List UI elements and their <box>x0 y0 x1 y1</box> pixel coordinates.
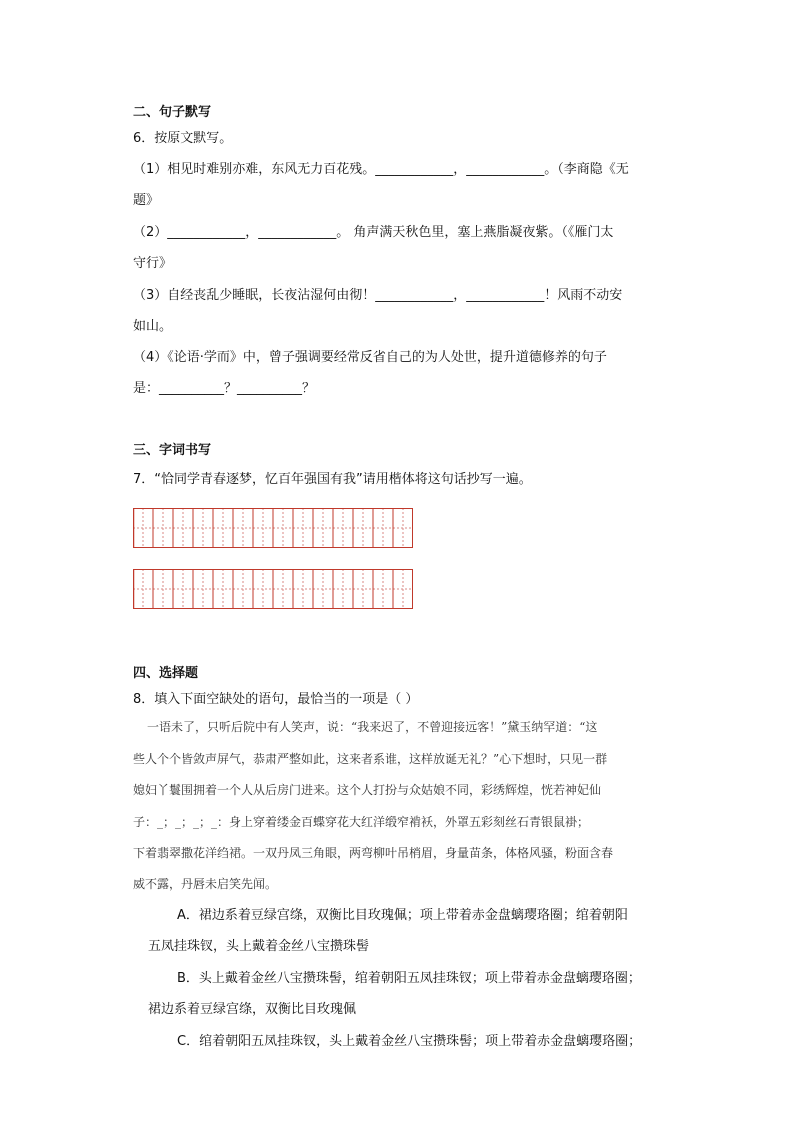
question-6-3-line1: （3）自经丧乱少睡眠，长夜沾湿何由彻！____________，____________！风雨不动安 <box>133 288 623 303</box>
question-6-4-line1: （4）《论语·学而》中，曾子强调要经常反省自己的为人处世，提升道德修养的句子 <box>133 350 607 365</box>
question-8-title: 8．填入下面空缺处的语句，最恰当的一项是（ ） <box>133 692 419 707</box>
question-6-1-line1: （1）相见时难别亦难，东风无力百花残。____________，____________。（李商隐《无 <box>133 162 629 177</box>
option-b-line2: 裙边系着豆绿宫绦，双衡比目玫瑰佩 <box>148 1002 357 1017</box>
question-6-title: 6．按原文默写。 <box>133 131 233 146</box>
passage-line: 威不露，丹唇未启笑先闻。 <box>133 877 278 891</box>
passage-line: 下着翡翠撒花洋绉裙。一双丹凤三角眼，两弯柳叶吊梢眉，身量苗条，体格风骚，粉面含春 <box>133 846 614 860</box>
option-c-line1: C．绾着朝阳五凤挂珠钗，头上戴着金丝八宝攒珠髻；项上带着赤金盘螭璎珞圈； <box>177 1034 642 1049</box>
question-6-3-line2: 如山。 <box>133 319 173 334</box>
passage-line: 一语未了，只听后院中有人笑声，说：“我来迟了，不曾迎接远客！”黛玉纳罕道：“这 <box>147 720 598 734</box>
question-6-4-line2: 是：__________？__________？ <box>133 381 316 396</box>
question-6-1-line2: 题》 <box>133 193 160 208</box>
section-heading-4: 四、选择题 <box>133 666 199 681</box>
tianzige-grid <box>133 569 413 609</box>
question-7-text: 7．“恰同学青春逐梦，忆百年强国有我”请用楷体将这句话抄写一遍。 <box>133 472 532 487</box>
reading-passage <box>133 718 661 898</box>
question-6-2-line1: （2）____________，____________。 角声满天秋色里，塞上燕脂凝夜紫。（《雁门太 <box>133 225 614 240</box>
writing-grid-row-1 <box>133 508 413 548</box>
option-b-line1: B．头上戴着金丝八宝攒珠髻，绾着朝阳五凤挂珠钗；项上带着赤金盘螭璎珞圈； <box>177 971 641 986</box>
option-a-line1: A．裙边系着豆绿宫绦，双衡比目玫瑰佩；项上带着赤金盘螭璎珞圈；绾着朝阳 <box>177 908 628 923</box>
section-heading-2: 二、句子默写 <box>133 105 212 120</box>
passage-line: 媳妇丫鬟围拥着一个人从后房门进来。这个人打扮与众姑娘不同，彩绣辉煌，恍若神妃仙 <box>133 783 602 797</box>
question-6-2-line2: 守行》 <box>133 256 173 271</box>
section-heading-3: 三、字词书写 <box>133 443 212 458</box>
tianzige-grid <box>133 508 413 548</box>
passage-line: 子：_；_；_；_：身上穿着缕金百蝶穿花大红洋缎窄褃袄，外罩五彩刻丝石青银鼠褂； <box>133 815 590 829</box>
passage-line: 些人个个皆敛声屏气，恭肃严整如此，这来者系谁，这样放诞无礼？”心下想时，只见一群 <box>133 752 608 766</box>
writing-grid-row-2 <box>133 569 413 609</box>
option-a-line2: 五凤挂珠钗，头上戴着金丝八宝攒珠髻 <box>148 939 370 954</box>
